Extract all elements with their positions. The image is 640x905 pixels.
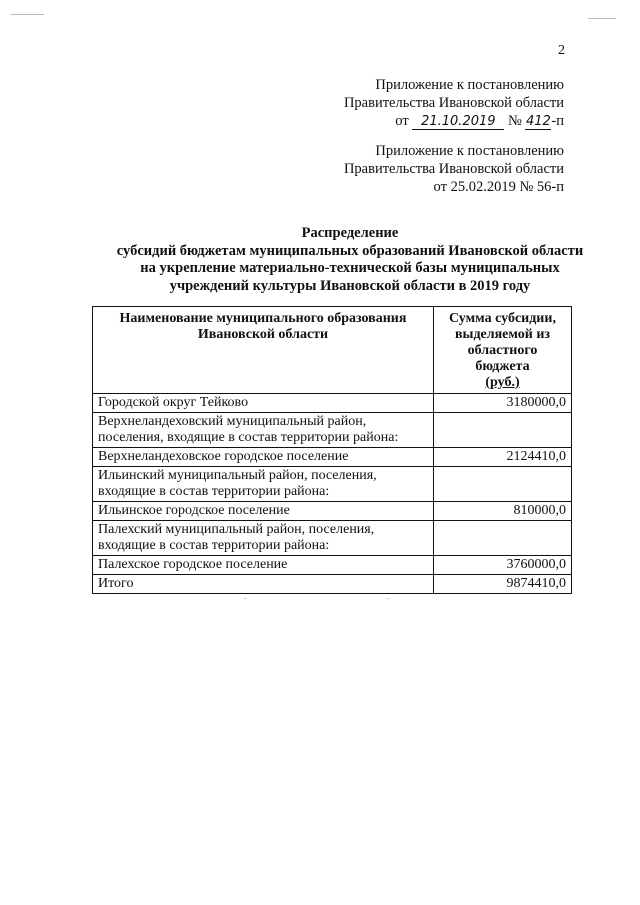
row-name: Палехский муниципальный район, поселения, входящие в состав территории района:: [93, 521, 434, 556]
row-amount: [434, 521, 572, 556]
appendix-current-line3: [234, 112, 564, 130]
row-name: Итого: [93, 575, 434, 594]
table-row: [93, 448, 572, 467]
table-row: [93, 556, 572, 575]
scan-artifact-dots-right: [386, 598, 389, 599]
table-row: [93, 467, 572, 502]
table-row: [93, 394, 572, 413]
row-amount: 3760000,0: [434, 556, 572, 575]
title-line1: Распределение: [301, 225, 399, 241]
distribution-table: [92, 306, 572, 594]
scan-artifact-top-right: [588, 18, 616, 19]
row-name: Палехское городское поселение: [93, 556, 434, 575]
page-number: 2: [558, 43, 565, 58]
table-row: [93, 413, 572, 448]
appendix-original: [234, 142, 564, 196]
row-name: Верхнеландеховский муниципальный район, поселения, входящие в состав территории района:: [93, 413, 434, 448]
row-amount: [434, 413, 572, 448]
title-line2: субсидий бюджетам муниципальных образований Ивановской области: [116, 242, 584, 259]
row-name: Городской округ Тейково: [93, 394, 434, 413]
scan-artifact-top-left: [10, 14, 44, 15]
row-name: Верхнеландеховское городское поселение: [93, 448, 434, 467]
row-name: Ильинское городское поселение: [93, 502, 434, 521]
title-line3: на укрепление материально-технической базы муниципальных: [140, 260, 560, 276]
appendix-current: [234, 76, 564, 130]
appendix-original-line1: Приложение к постановлению: [375, 143, 564, 159]
table-header-row: [93, 307, 572, 394]
row-amount: [434, 467, 572, 502]
header-sum-unit: (руб.): [485, 375, 520, 390]
row-name: Ильинский муниципальный район, поселения, входящие в состав территории района:: [93, 467, 434, 502]
appendix-current-line1: Приложение к постановлению: [375, 77, 564, 93]
appendix-original-line3: от 25.02.2019 № 56-п: [433, 179, 564, 195]
table-row: [93, 502, 572, 521]
row-amount: 9874410,0: [434, 575, 572, 594]
number-suffix: -п: [551, 113, 564, 129]
document-title: [60, 225, 640, 295]
date-prefix: от: [395, 113, 409, 129]
number-sign: №: [507, 113, 522, 129]
header-sum-main: Сумма субсидии, выделяемой из областного бюджета: [449, 311, 556, 374]
handwritten-date: 21.10.2019: [412, 115, 504, 130]
row-amount: 810000,0: [434, 502, 572, 521]
header-name: Наименование муниципального образования Ивановской области: [93, 307, 434, 394]
scan-artifact-dots-left: [244, 598, 247, 599]
handwritten-number: 412: [525, 114, 551, 129]
header-sum: [434, 307, 572, 394]
row-amount: 2124410,0: [434, 448, 572, 467]
row-amount: 3180000,0: [434, 394, 572, 413]
appendix-original-line2: Правительства Ивановской области: [343, 161, 564, 177]
table-row-total: [93, 575, 572, 594]
title-line4: учреждений культуры Ивановской области в 2019 году: [169, 277, 531, 294]
table-row: [93, 521, 572, 556]
appendix-current-line2: Правительства Ивановской области: [343, 95, 564, 111]
